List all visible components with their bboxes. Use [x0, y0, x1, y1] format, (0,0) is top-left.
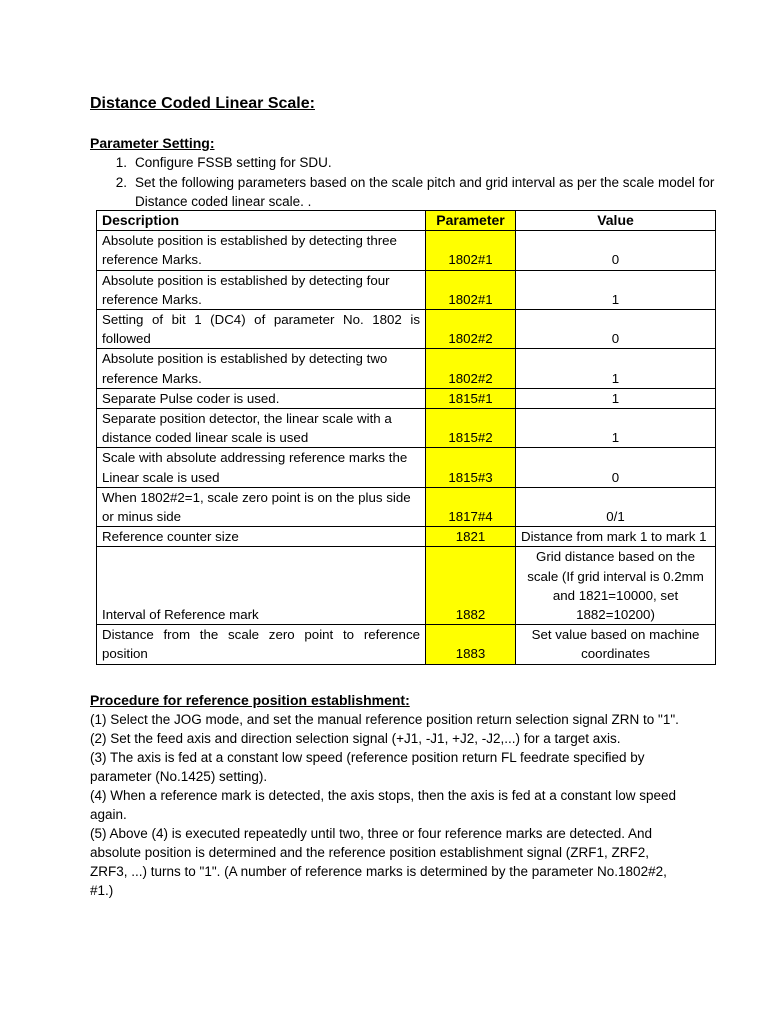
cell-value: Grid distance based on the scale (If grid interval is 0.2mm and 1821=10000, set 1882=10200) [516, 547, 716, 625]
cell-parameter: 1815#1 [426, 388, 516, 408]
cell-value: 0 [516, 231, 716, 270]
cell-description: Separate position detector, the linear scale with a distance coded linear scale is used [97, 409, 426, 448]
list-item [90, 173, 715, 212]
list-item-number: 1. [115, 155, 127, 170]
cell-description: Absolute position is established by detecting four reference Marks. [97, 270, 426, 309]
table-row [97, 270, 716, 309]
cell-description: Separate Pulse coder is used. [97, 388, 426, 408]
procedure-steps [90, 710, 690, 900]
cell-description: Setting of bit 1 (DC4) of parameter No. 1802 is followed [97, 310, 426, 349]
cell-description: Scale with absolute addressing reference marks the Linear scale is used [97, 448, 426, 487]
table-row [97, 625, 716, 664]
cell-parameter: 1802#2 [426, 349, 516, 388]
parameter-setting-steps [90, 153, 715, 212]
table-row [97, 388, 716, 408]
cell-value: 1 [516, 270, 716, 309]
cell-value: 1 [516, 388, 716, 408]
document-title: Distance Coded Linear Scale: [90, 95, 315, 112]
procedure-step: (5) Above (4) is executed repeatedly until two, three or four reference marks are detected. And absolute position is determined and the reference position establishment signal (ZRF1, ZRF2, ZRF3, ...) turns to "1". (A number of reference marks is determined by the parameter No.1802#2, #1.) [90, 826, 667, 898]
cell-value: 0 [516, 448, 716, 487]
table-row [97, 231, 716, 270]
cell-parameter: 1815#2 [426, 409, 516, 448]
cell-value: 1 [516, 349, 716, 388]
list-item-text: Set the following parameters based on the scale pitch and grid interval as per the scale model for Distance coded linear scale. . [135, 174, 715, 209]
procedure-step: (2) Set the feed axis and direction selection signal (+J1, -J1, +J2, -J2,...) for a target axis. [90, 731, 621, 746]
cell-value: 0 [516, 310, 716, 349]
list-item [90, 153, 715, 173]
cell-parameter: 1802#1 [426, 270, 516, 309]
column-header-parameter: Parameter [426, 211, 516, 231]
table-row [97, 409, 716, 448]
cell-parameter: 1883 [426, 625, 516, 664]
cell-description: When 1802#2=1, scale zero point is on the plus side or minus side [97, 487, 426, 526]
table-row [97, 487, 716, 526]
cell-description: Absolute position is established by detecting two reference Marks. [97, 349, 426, 388]
cell-parameter: 1882 [426, 547, 516, 625]
procedure-heading: Procedure for reference position establishment: [90, 692, 410, 708]
cell-value: Distance from mark 1 to mark 1 [516, 527, 716, 547]
table-row [97, 527, 716, 547]
cell-description: Interval of Reference mark [97, 547, 426, 625]
cell-description: Reference counter size [97, 527, 426, 547]
table-header-row [97, 211, 716, 231]
parameter-setting-heading: Parameter Setting: [90, 135, 215, 151]
cell-parameter: 1802#2 [426, 310, 516, 349]
procedure-step: (1) Select the JOG mode, and set the manual reference position return selection signal ZRN to "1". [90, 712, 679, 727]
table-row [97, 448, 716, 487]
parameter-table [96, 210, 716, 665]
column-header-value: Value [516, 211, 716, 231]
cell-description: Distance from the scale zero point to reference position [97, 625, 426, 664]
cell-parameter: 1802#1 [426, 231, 516, 270]
cell-parameter: 1821 [426, 527, 516, 547]
list-item-text: Configure FSSB setting for SDU. [135, 155, 332, 170]
procedure-step: (4) When a reference mark is detected, the axis stops, then the axis is fed at a constant low speed again. [90, 788, 677, 822]
table-row [97, 349, 716, 388]
cell-value: Set value based on machine coordinates [516, 625, 716, 664]
cell-value: 0/1 [516, 487, 716, 526]
cell-parameter: 1815#3 [426, 448, 516, 487]
cell-description: Absolute position is established by detecting three reference Marks. [97, 231, 426, 270]
cell-parameter: 1817#4 [426, 487, 516, 526]
table-row [97, 547, 716, 625]
cell-value: 1 [516, 409, 716, 448]
list-item-number: 2. [115, 174, 127, 190]
table-row [97, 310, 716, 349]
column-header-description: Description [97, 211, 426, 231]
procedure-step: (3) The axis is fed at a constant low speed (reference position return FL feedrate specified by parameter (No.1425) setting). [90, 750, 645, 784]
